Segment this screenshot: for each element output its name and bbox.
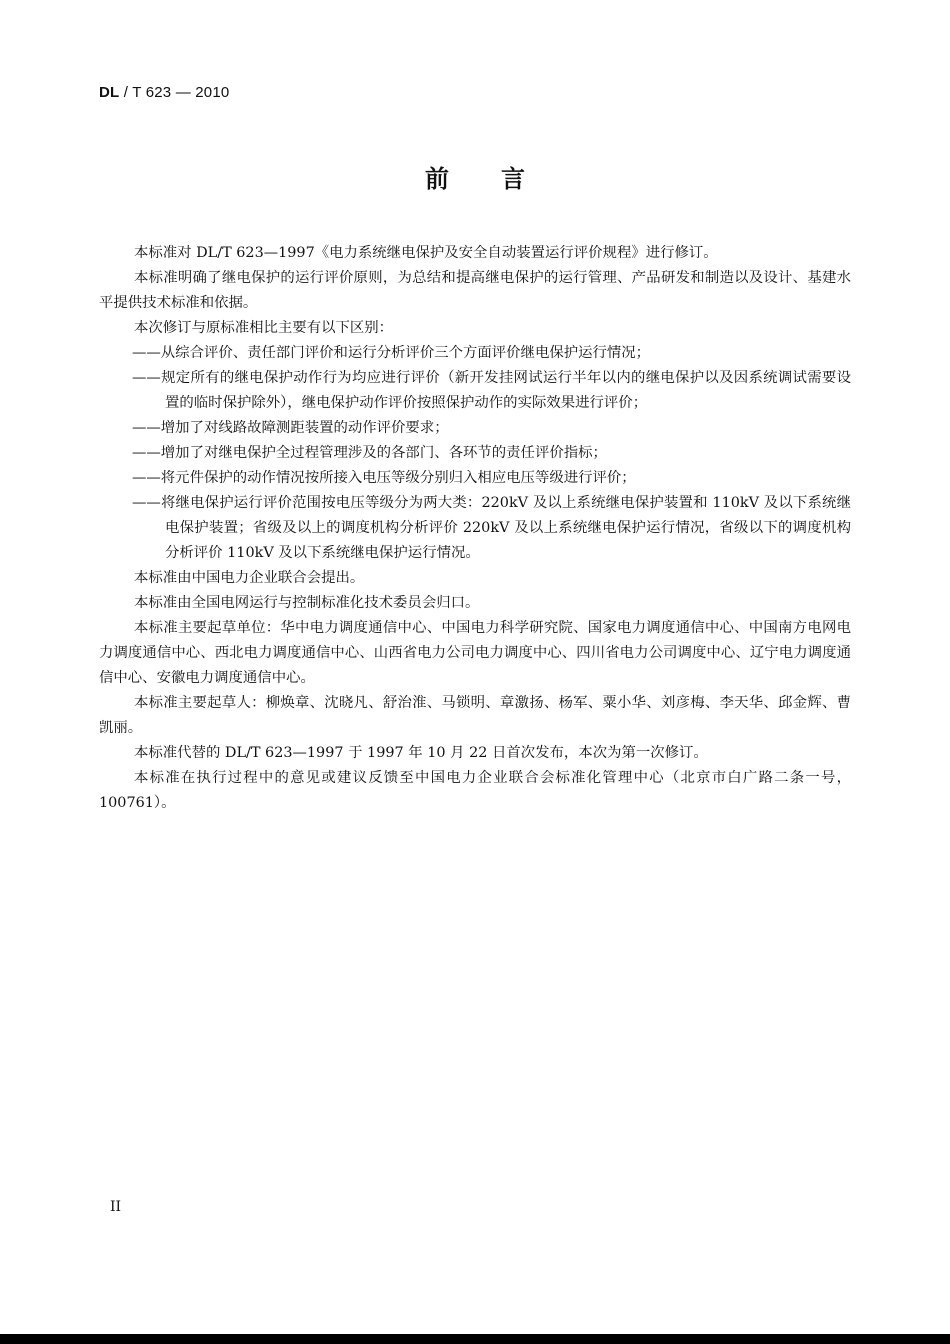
paragraph-changes-intro: 本次修订与原标准相比主要有以下区别：: [134, 320, 394, 336]
paragraph-proposer: 本标准由中国电力企业联合会提出。: [134, 570, 365, 586]
paragraph-drafters: 本标准主要起草人：柳焕章、沈晓凡、舒治淮、马锁明、章激扬、杨军、粟小华、刘彦梅、李天华、邱金辉、曹凯丽。: [99, 695, 851, 736]
paragraph-replacement: 本标准代替的 DL/T 623—1997 于 1997 年 10 月 22 日首次发布，本次为第一次修订。: [134, 745, 708, 761]
standard-code-prefix: DL: [99, 84, 120, 101]
standard-code: [99, 84, 229, 101]
paragraph-feedback: 本标准在执行过程中的意见或建议反馈至中国电力企业联合会标准化管理中心（北京市白广路二条一号，100761）。: [99, 770, 851, 811]
change-item-1: ——从综合评价、责任部门评价和运行分析评价三个方面评价继电保护运行情况；: [132, 345, 651, 361]
bottom-border: [0, 1334, 950, 1344]
page-title: 前言: [425, 165, 577, 193]
paragraph-purpose: 本标准明确了继电保护的运行评价原则，为总结和提高继电保护的运行管理、产品研发和制造以及设计、基建水平提供技术标准和依据。: [99, 270, 851, 311]
change-item-3: ——增加了对线路故障测距装置的动作评价要求；: [132, 420, 449, 436]
paragraph-revision-basis: 本标准对 DL/T 623—1997《电力系统继电保护及安全自动装置运行评价规程》进行修订。: [134, 245, 718, 261]
change-item-4: ——增加了对继电保护全过程管理涉及的各部门、各环节的责任评价指标；: [132, 445, 607, 461]
page-number: II: [110, 1199, 122, 1215]
change-item-6: ——将继电保护运行评价范围按电压等级分为两大类：220kV 及以上系统继电保护装置和 110kV 及以下系统继电保护装置；省级及以上的调度机构分析评价 220kV 及以上系统继电保护运行情况，省级以下的调度机构分析评价 110kV 及以下系统继电保护运行情况。: [132, 495, 851, 561]
standard-code-suffix: / T 623 — 2010: [119, 84, 230, 101]
change-item-2: ——规定所有的继电保护动作行为均应进行评价（新开发挂网试运行半年以内的继电保护以及因系统调试需要设置的临时保护除外），继电保护动作评价按照保护动作的实际效果进行评价；: [132, 370, 851, 411]
paragraph-administrator: 本标准由全国电网运行与控制标准化技术委员会归口。: [134, 595, 480, 611]
change-item-5: ——将元件保护的动作情况按所接入电压等级分别归入相应电压等级进行评价；: [132, 470, 636, 486]
foreword-body: [99, 241, 851, 816]
paragraph-drafting-units: 本标准主要起草单位：华中电力调度通信中心、中国电力科学研究院、国家电力调度通信中心、中国南方电网电力调度通信中心、西北电力调度通信中心、山西省电力公司电力调度中心、四川省电力公司调度中心、辽宁电力调度通信中心、安徽电力调度通信中心。: [99, 620, 851, 686]
